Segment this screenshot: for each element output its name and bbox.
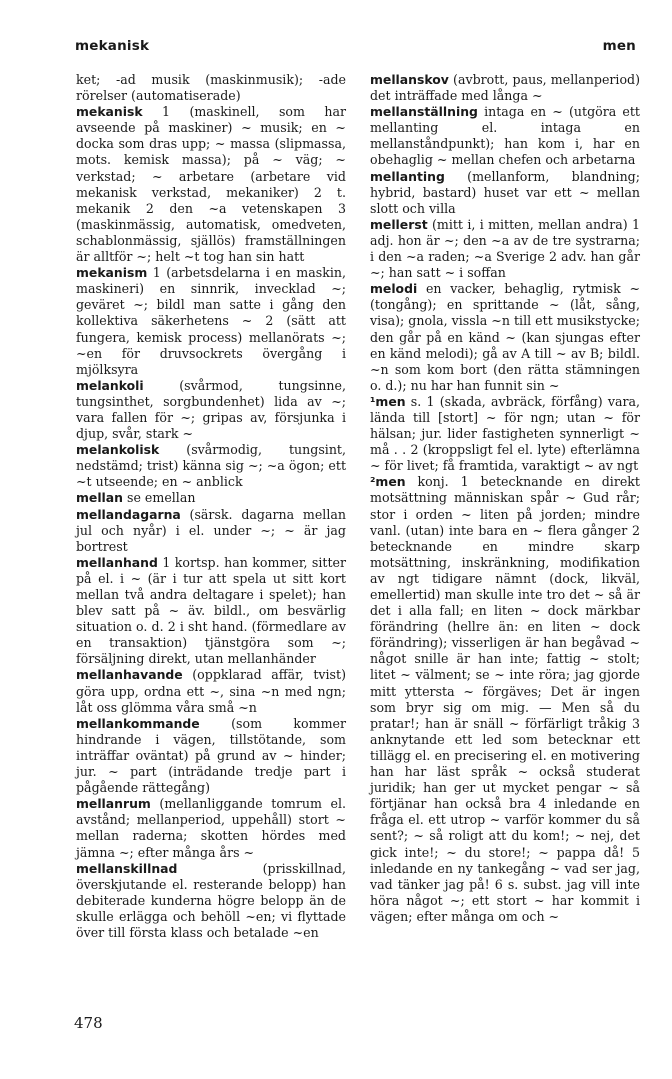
dictionary-entry <box>76 490 346 506</box>
dictionary-entry <box>370 169 640 217</box>
dictionary-entry <box>76 378 346 442</box>
dictionary-entry <box>76 861 346 941</box>
headword: melankoli <box>76 377 144 393</box>
definition: konj. 1 betecknande en direkt motsättning människan spår ~ Gud rår; stor i orden ~ liten på jorden; mindre vanl. (utan) inte bara en ~ flera gånger 2 betecknande en mindre skarp motsättning, inskränkning, modifikation av ngt tidigare nämnt (dock, likväl, emellertid) man skulle inte tro det ~ så är det i alla fall; en liten ~ dock märkbar förändring (hellre än: en liten ~ dock förändring); visserligen är han begåvad ~ något snille är han inte; fattig ~ stolt; litet ~ välment; se ~ inte röra; jag gjorde mitt yttersta ~ förgäves; Det är ingen som bryr sig om mig. — Men så du pratar!; han är snäll ~ förfärligt tråkig 3 anknytande ett led som betecknar ett tillägg el. en precisering el. en motivering han har läst språk ~ också studerat juridik; han ger ut mycket pengar ~ så förtjänar han också bra 4 inledande en fråga el. ett utrop ~ varför kommer du så sent?; ~ så roligt att du kom!; ~ nej, det gick inte!; ~ du store!; ~ pappa då! 5 inledande en ny tankegång ~ vad ser jag, vad tänker jag på! 6 s. subst. jag vill inte höra något ~; ett stort ~ har kommit i vägen; efter många om och ~ <box>370 474 640 924</box>
definition: (svårmodig, tungsint, nedstämd; trist) känna sig ~; ~a ögon; ett ~t utseende; en ~ anblick <box>76 442 346 490</box>
definition: (särsk. dagarna mellan jul och nyår) i el. under ~; ~ är jag bortrest <box>76 506 346 554</box>
definition: 1 (arbetsdelarna i en maskin, maskineri) en sinnrik, invecklad ~; geväret ~; bildl man satte i gång den kollektiva säkerhetens ~ 2 (sätt att fungera, kemisk process) mellanörats ~; ~en för druvsockrets övergång i mjölksyra <box>76 265 346 377</box>
definition: (prisskillnad, överskjutande el. resterande belopp) han debiterade kunderna högre belopp än de skulle erlägga och behöll ~en; vi flyttade över till första klass och betalade ~en <box>76 860 346 940</box>
definition: (oppklarad affär, tvist) göra upp, ordna ett ~, sina ~n med ngn; låt oss glömma våra små ~n <box>76 667 346 715</box>
headword: mellanting <box>370 168 445 184</box>
definition: s. 1 (skada, avbräck, förfång) vara, lända till [stort] ~ för ngn; utan ~ för hälsan; jur. lider fastigheten synnerligt ~ må . . 2 (kroppsligt fel el. lyte) efterlämna ~ för livet; få framtida, varaktigt ~ av ngt <box>370 393 640 474</box>
headword: mellanställning <box>370 104 478 120</box>
headword: mellanrum <box>76 796 151 812</box>
running-head-left: mekanisk <box>75 38 150 54</box>
definition: (som kommer hindrande i vägen, tillstötande, som inträffar oväntat) på grund av ~ hinder; jur. ~ part (inträdande tredje part i pågående rättegång) <box>76 715 346 796</box>
dictionary-entry <box>76 667 346 715</box>
dictionary-entry <box>76 507 346 555</box>
dictionary-entry <box>76 265 346 378</box>
dictionary-entry <box>76 796 346 860</box>
headword: melankolisk <box>76 442 160 458</box>
headword: ¹men <box>370 393 406 409</box>
dictionary-entry <box>76 104 346 265</box>
definition: (mellanform, blandning; hybrid, bastard) huset var ett ~ mellan slott och villa <box>370 168 640 216</box>
page-number: 478 <box>74 1014 103 1032</box>
left-column <box>76 72 346 941</box>
definition: se emellan <box>123 490 196 506</box>
headword: mellanskillnad <box>76 860 178 876</box>
headword: mellanhand <box>76 554 158 570</box>
definition: 1 kortsp. han kommer, sitter på el. i ~ (är i tur att spela ut sitt kort mellan två andra deltagare i spelet); han blev satt på ~ äv. bildl., om besvärlig situation o. d. 2 i sht hand. (förmedlare av en transaktion) tjänstgöra som ~; försäljning direkt, utan mellanhänder <box>76 554 346 667</box>
dictionary-entry <box>370 474 640 925</box>
definition: (svårmod, tungsinne, tungsinthet, sorgbundenhet) lida av ~; vara fallen för ~; gripas av, försjunka i djup, svår, stark ~ <box>76 377 346 442</box>
headword: mellanhavande <box>76 667 183 683</box>
headword: melodi <box>370 281 418 297</box>
dictionary-entry <box>370 217 640 281</box>
definition: (mitt i, i mitten, mellan andra) 1 adj. hon är ~; den ~a av de tre systrarna; i den ~a raden; ~a Sverige 2 adv. han går ~; han satt ~ i soffan <box>370 216 640 281</box>
continuation-text: ket; -ad musik (maskinmusik); -ade rörelser (automatiserade) <box>76 72 346 104</box>
definition: 1 (maskinell, som har avseende på maskiner) ~ musik; en ~ docka som dras upp; ~ massa (slipmassa, mots. kemisk massa); på ~ väg; ~ verkstad; ~ arbetare (arbetare vid mekanisk verkstad, mekaniker) 2 t. mekanik 2 den ~a vetenskapen 3 (maskinmässig, automatisk, omedveten, schablonmässig, själlös) framställningen är alltför ~; helt ~t tog han sin hatt <box>76 104 346 265</box>
right-column <box>370 72 640 925</box>
headword: ²men <box>370 474 406 490</box>
running-head-right: men <box>602 38 636 54</box>
dictionary-entry <box>76 555 346 668</box>
dictionary-entry <box>370 104 640 168</box>
definition: intaga en ~ (utgöra ett mellanting el. intaga en mellanståndpunkt); han kom i, har en obehaglig ~ mellan chefen och arbetarna <box>370 104 640 168</box>
dictionary-entry <box>370 281 640 394</box>
definition: (avbrott, paus, mellanperiod) det inträffade med långa ~ <box>370 72 640 104</box>
headword: mekanism <box>76 265 148 281</box>
definition: (mellanliggande tomrum el. avstånd; mellanperiod, uppehåll) stort ~ mellan raderna; skotten hördes med jämna ~; efter många års ~ <box>76 796 346 860</box>
dictionary-entry <box>370 72 640 104</box>
headword: mellerst <box>370 216 428 232</box>
definition: en vacker, behaglig, rytmisk ~ (tongång); en sprittande ~ (låt, sång, visa); gnola, vissla ~n till ett musikstycke; den går på en känd ~ (kan sjungas efter en känd melodi); gå av A till ~ av B; bildl. ~n som kom bort (den rätta stämningen o. d.); nu har han funnit sin ~ <box>370 281 640 393</box>
headword: mellan <box>76 490 123 506</box>
dictionary-entry <box>76 442 346 490</box>
headword: mellandagarna <box>76 506 181 522</box>
headword: mellanskov <box>370 72 449 87</box>
headword: mekanisk <box>76 104 143 120</box>
dictionary-entry <box>370 394 640 474</box>
dictionary-entry <box>76 716 346 796</box>
headword: mellankommande <box>76 715 200 731</box>
